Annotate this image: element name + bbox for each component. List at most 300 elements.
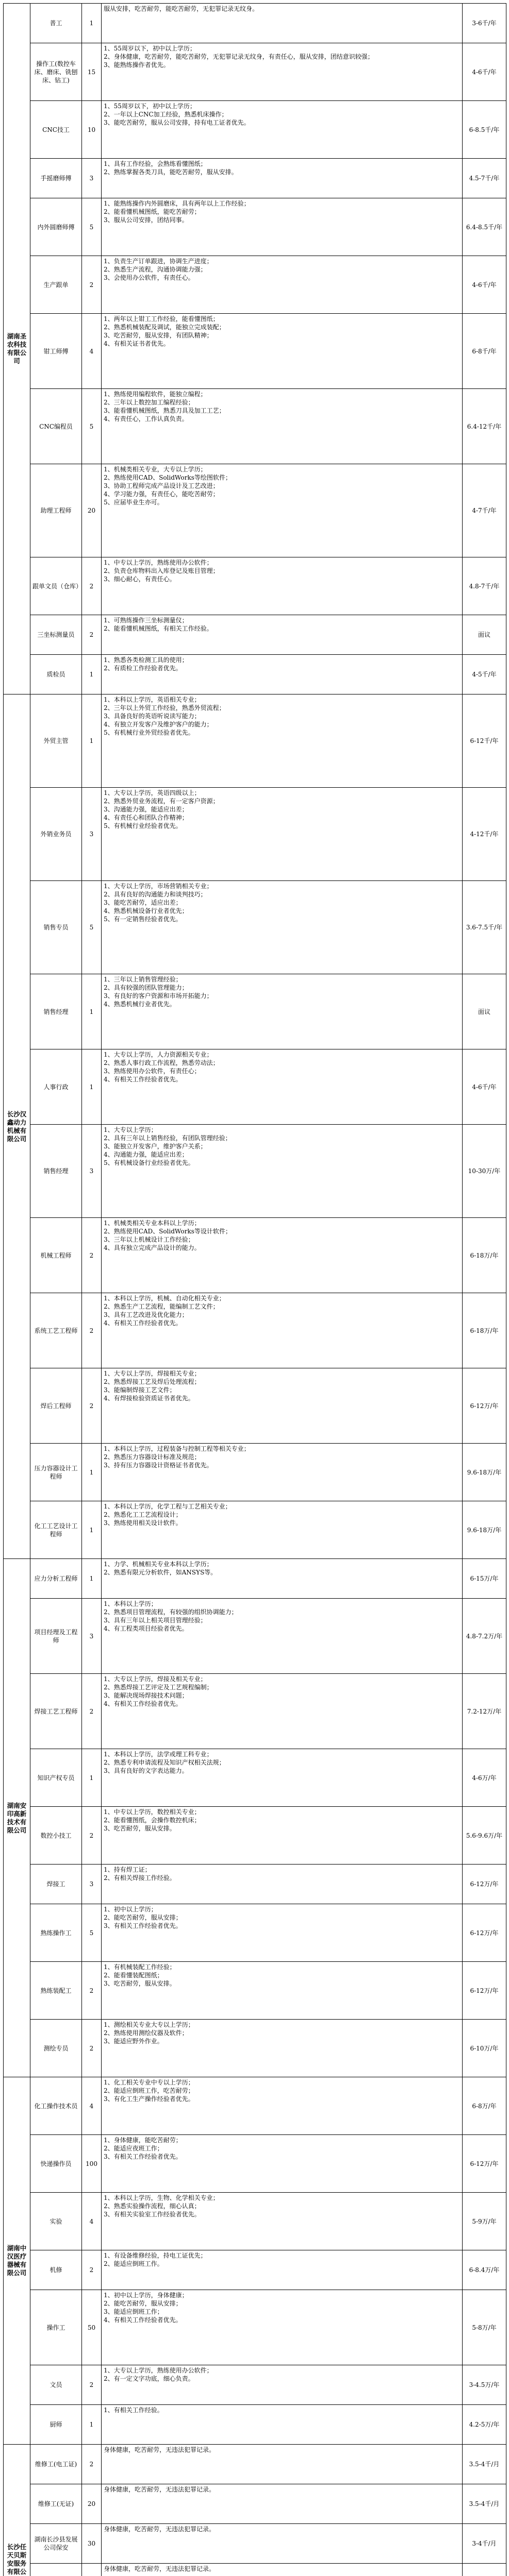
job-row — [4, 1444, 506, 1501]
job-title: 外销业务员 — [30, 788, 82, 881]
requirement-line: 5、有机械行业经验者优先。 — [104, 822, 182, 829]
requirement-line: 3、沟通能力强，能适应出差； — [104, 806, 188, 813]
requirement-line: 5、有机械行业外贸经验者优先。 — [104, 729, 194, 736]
requirement-line: 2、熟练使用CAD、SolidWorks等设计软件； — [104, 1228, 232, 1235]
requirement-line: 3、能解决现场焊接技术问题； — [104, 1692, 188, 1699]
requirement-line: 4、有相关证书者优先。 — [104, 340, 170, 347]
job-headcount: 3 — [82, 1865, 102, 1904]
requirement-line: 2、熟练掌握各类刀具，能吃苦耐劳，服从安排。 — [104, 168, 238, 176]
job-salary: 3-4.5万/年 — [463, 2365, 506, 2405]
job-salary: 5-8万/年 — [463, 2290, 506, 2365]
job-requirements — [102, 2365, 463, 2405]
job-row — [4, 788, 506, 881]
job-salary: 6-8.5千/年 — [463, 101, 506, 159]
job-row — [4, 2193, 506, 2250]
requirement-line: 2、三年以上外贸工作经验，熟悉外贸流程； — [104, 704, 225, 711]
requirement-line: 3、熟练使用相关设计软件。 — [104, 1519, 182, 1527]
company-name: 湖南安印高新技术有限公司 — [4, 1559, 30, 2077]
job-requirements — [102, 2077, 463, 2135]
job-headcount: 2 — [82, 1674, 102, 1749]
requirement-line: 2、熟悉机械装配及调试，能独立完成装配； — [104, 324, 225, 331]
job-salary: 6-8.4万/年 — [463, 2250, 506, 2290]
requirement-line: 1、本科以上学历，法学或理工科专业； — [104, 1751, 213, 1758]
job-requirements — [102, 464, 463, 557]
job-salary: 6-12万/年 — [463, 1962, 506, 2020]
job-salary: 6-8万/年 — [463, 2077, 506, 2135]
job-title: 系统工艺工程师 — [30, 1293, 82, 1368]
company-name: 长沙汉鑫动力机械有限公司 — [4, 694, 30, 1559]
job-title: 熟练操作工 — [30, 1904, 82, 1962]
requirement-line: 身体健康，吃苦耐劳，无违法犯罪记录。 — [104, 2446, 216, 2453]
requirement-line: 身体健康，吃苦耐劳，无违法犯罪记录。 — [104, 2526, 216, 2533]
job-salary: 6-10万/年 — [463, 2020, 506, 2077]
job-row — [4, 2564, 506, 2576]
job-title: 实验 — [30, 2193, 82, 2250]
job-title: 熟练装配工 — [30, 1962, 82, 2020]
job-row — [4, 1904, 506, 1962]
requirement-line: 3、吃苦耐劳，服从安排。 — [104, 1980, 176, 1987]
job-headcount: 15 — [82, 43, 102, 101]
job-title: 机械工程师 — [30, 1218, 82, 1293]
job-requirements — [102, 2484, 463, 2524]
job-headcount: 1 — [82, 974, 102, 1049]
requirement-line: 2、熟悉有限元分析软件，如ANSYS等。 — [104, 1569, 217, 1576]
requirement-line: 2、负责仓库物料出入库登记及账目管理； — [104, 567, 219, 574]
job-requirements — [102, 1962, 463, 2020]
requirement-line: 身体健康，吃苦耐劳，无违法犯罪记录。 — [104, 2486, 216, 2493]
job-salary: 3.6-7.5千/年 — [463, 881, 506, 974]
job-title: 销售专员 — [30, 881, 82, 974]
requirement-line: 2、熟悉生产流程，沟通协调能力强； — [104, 266, 207, 273]
requirement-line: 2、熟练使用测绘仪器及软件； — [104, 2029, 188, 2037]
requirement-line: 1、大专以上学历，市场营销相关专业； — [104, 883, 213, 890]
job-title: 化工工艺设计工程师 — [30, 1501, 82, 1559]
requirement-line: 4、学习能力强，有责任心，能吃苦耐劳； — [104, 490, 219, 498]
job-salary: 3-6千/年 — [463, 4, 506, 43]
job-title: 跟单文员（仓库） — [30, 557, 82, 615]
job-row — [4, 1501, 506, 1559]
job-table-body — [4, 4, 506, 2576]
job-requirements — [102, 314, 463, 389]
job-row — [4, 1368, 506, 1444]
requirement-line: 1、大专以上学历，英语四级以上； — [104, 789, 201, 796]
job-requirements — [102, 256, 463, 314]
job-salary: 4-12千/年 — [463, 788, 506, 881]
requirement-line: 4、有独立开发客户及维护客户的能力； — [104, 721, 213, 728]
company-name: 长沙任天贝斯安服务有限公 — [4, 2445, 30, 2576]
job-row — [4, 881, 506, 974]
requirement-line: 1、55周岁以下，初中以上学历； — [104, 103, 196, 110]
job-headcount: 10 — [82, 101, 102, 159]
job-headcount: 2 — [82, 1368, 102, 1444]
job-row — [4, 615, 506, 655]
requirement-line: 3、能编制焊接工艺文件； — [104, 1386, 176, 1394]
requirement-line: 2、熟悉外贸业务流程，有一定客户资源； — [104, 798, 219, 805]
requirement-line: 2、熟悉专利申请流程及知识产权相关法规； — [104, 1759, 225, 1766]
requirement-line: 1、大专以上学历，人力资源相关专业； — [104, 1051, 213, 1058]
requirement-line: 1、初中以上学历，身体健康； — [104, 2292, 188, 2299]
requirement-line: 1、本科以上学历，生物、化学相关专业； — [104, 2194, 219, 2201]
job-salary: 6-18万/年 — [463, 1218, 506, 1293]
job-headcount: 5 — [82, 1904, 102, 1962]
job-row — [4, 1807, 506, 1865]
requirement-line: 2、熟悉焊接工艺及焊后处理流程； — [104, 1378, 201, 1385]
job-headcount: 3 — [82, 788, 102, 881]
job-row — [4, 974, 506, 1049]
requirement-line: 1、大专以上学历，焊接相关专业； — [104, 1370, 201, 1377]
job-headcount: 2 — [82, 1807, 102, 1865]
requirement-line: 4、熟悉机械行业者优先。 — [104, 1001, 176, 1008]
requirement-line: 2、熟悉项目管理流程，有较强的组织协调能力； — [104, 1608, 238, 1616]
requirement-line: 1、初中以上学历； — [104, 1906, 157, 1913]
job-salary: 4.2-5万/年 — [463, 2405, 506, 2445]
requirement-line: 2、能适应夜班工作； — [104, 2145, 163, 2152]
job-salary: 5-9万/年 — [463, 2193, 506, 2250]
requirement-line: 5、有一定销售经验者优先。 — [104, 916, 182, 923]
job-requirements — [102, 1293, 463, 1368]
job-requirements — [102, 2564, 463, 2576]
requirement-line: 2、能看懂图纸，会操作数控机床； — [104, 1817, 201, 1824]
job-salary: 6-12万/年 — [463, 1904, 506, 1962]
job-title: 钳工师傅 — [30, 314, 82, 389]
job-title: 应力分析工程师 — [30, 1559, 82, 1599]
requirement-line: 1、55周岁以下，初中以上学历； — [104, 45, 196, 52]
requirement-line: 2、能看懂机械图纸，能吃苦耐劳； — [104, 208, 201, 215]
job-requirements — [102, 1807, 463, 1865]
job-headcount: 2 — [82, 1962, 102, 2020]
job-requirements — [102, 2135, 463, 2193]
requirement-line: 2、有一定文字功底，细心负责。 — [104, 2375, 194, 2382]
job-row — [4, 2365, 506, 2405]
job-title: CNC编程员 — [30, 389, 82, 464]
job-salary: 6.4-12千/年 — [463, 389, 506, 464]
requirement-line: 3、能熟练操作者优先。 — [104, 61, 170, 69]
job-row — [4, 256, 506, 314]
job-headcount: 30 — [82, 2524, 102, 2564]
requirement-line: 2、熟悉实验操作流程，细心认真； — [104, 2202, 201, 2210]
requirement-line: 1、机械类相关专业，大专以上学历； — [104, 466, 207, 473]
job-title: 化工操作技术员 — [30, 2077, 82, 2135]
company-name: 湖南中汉医疗器械有限公司 — [4, 2077, 30, 2445]
requirement-line: 4、有工程类项目经验者优先。 — [104, 1625, 188, 1632]
job-salary: 4-6万/年 — [463, 1749, 506, 1807]
requirement-line: 3、吃苦耐劳，服从安排，有团队精神； — [104, 332, 213, 339]
job-row — [4, 1962, 506, 2020]
job-headcount: 3 — [82, 1599, 102, 1674]
job-requirements — [102, 2524, 463, 2564]
requirement-line: 3、具备良好的英语听说读写能力； — [104, 713, 201, 720]
requirement-line: 4、有责任心，工作认真负责。 — [104, 415, 188, 422]
requirement-line: 2、熟悉生产工艺流程，能编制工艺文件； — [104, 1303, 219, 1310]
requirement-line: 1、有设备维修经验，持电工证优先； — [104, 2252, 207, 2259]
job-requirements — [102, 389, 463, 464]
requirement-line: 1、力学、机械相关专业本科以上学历； — [104, 1561, 213, 1568]
job-title: 机修 — [30, 2250, 82, 2290]
requirement-line: 3、持有压力容器设计资格证书者优先。 — [104, 1462, 213, 1469]
job-requirements — [102, 1218, 463, 1293]
job-requirements — [102, 1049, 463, 1125]
requirement-line: 1、本科以上学历，过程装备与控制工程等相关专业； — [104, 1445, 250, 1452]
job-salary: 面议 — [463, 974, 506, 1049]
requirement-line: 3、能吃苦耐劳，服从公司安排，持有电工证者优先。 — [104, 119, 250, 126]
job-salary — [463, 2564, 506, 2576]
job-headcount: 2 — [82, 256, 102, 314]
job-headcount: 1 — [82, 4, 102, 43]
job-headcount: 20 — [82, 2484, 102, 2524]
job-row — [4, 2524, 506, 2564]
job-row — [4, 1049, 506, 1125]
job-salary: 9.6-18万/年 — [463, 1501, 506, 1559]
job-row — [4, 389, 506, 464]
job-salary: 4.5-7千/年 — [463, 159, 506, 198]
requirement-line: 2、能看懂装配图纸； — [104, 1972, 163, 1979]
job-requirements — [102, 2250, 463, 2290]
job-headcount: 2 — [82, 2250, 102, 2290]
requirement-line: 2、身体健康，吃苦耐劳，能吃苦耐劳，无犯罪记录无纹身，有责任心，服从安排，团结意识较强； — [104, 53, 374, 60]
requirement-line: 3、能独立开发客户，维护客户关系； — [104, 1143, 207, 1150]
job-title: 三坐标测量员 — [30, 615, 82, 655]
job-table-sheet — [3, 3, 506, 2576]
job-requirements — [102, 2445, 463, 2484]
job-title: 测绘专员 — [30, 2020, 82, 2077]
job-headcount: 2 — [82, 2445, 102, 2484]
job-row — [4, 2405, 506, 2445]
job-salary: 4-5千/年 — [463, 655, 506, 694]
job-requirements — [102, 1501, 463, 1559]
job-salary: 4.8-7千/年 — [463, 557, 506, 615]
job-title: 项目经理及工程师 — [30, 1599, 82, 1674]
job-salary: 10-30万/年 — [463, 1125, 506, 1218]
requirement-line: 3、吃苦耐劳，服从安排。 — [104, 1825, 176, 1832]
requirement-line: 3、服从公司安排，团结同事。 — [104, 216, 188, 224]
requirement-line: 5、应届毕业生亦可。 — [104, 499, 163, 506]
job-requirements — [102, 1674, 463, 1749]
job-headcount — [82, 2564, 102, 2576]
requirement-line: 1、测绘相关专业大专以上学历； — [104, 2021, 194, 2028]
requirement-line: 2、具有较强的团队管理能力； — [104, 984, 188, 991]
requirement-line: 4、熟悉机械设备行业者优先； — [104, 907, 188, 914]
requirement-line: 1、具有工作经验，会熟练看懂图纸； — [104, 160, 207, 167]
requirement-line: 4、有责任心和团队合作精神； — [104, 814, 188, 821]
job-salary: 4-6千/年 — [463, 1049, 506, 1125]
job-row — [4, 655, 506, 694]
job-title: 手摇磨师傅 — [30, 159, 82, 198]
job-row — [4, 2077, 506, 2135]
job-title: 外贸主管 — [30, 694, 82, 788]
job-title: 质检员 — [30, 655, 82, 694]
requirement-line: 2、熟练使用CAD、SolidWorks等绘图软件； — [104, 474, 232, 481]
job-title: 压力容器设计工程师 — [30, 1444, 82, 1501]
job-headcount: 1 — [82, 1049, 102, 1125]
requirement-line: 3、有化工生产操作经验者优先。 — [104, 2095, 194, 2103]
job-title: 普工 — [30, 4, 82, 43]
requirement-line: 身体健康，吃苦耐劳，无违法犯罪记录。 — [104, 2565, 216, 2572]
requirement-line: 1、化工相关专业中专以上学历； — [104, 2079, 194, 2086]
job-row — [4, 1674, 506, 1749]
job-headcount: 3 — [82, 159, 102, 198]
job-row — [4, 1125, 506, 1218]
job-requirements — [102, 198, 463, 256]
job-row — [4, 1218, 506, 1293]
job-row — [4, 314, 506, 389]
job-title: 操作工(数控车床、磨床、铣刨床、钻工) — [30, 43, 82, 101]
job-headcount: 1 — [82, 694, 102, 788]
company-name: 湖南圣农科技有限公司 — [4, 4, 30, 694]
job-headcount: 2 — [82, 557, 102, 615]
requirement-line: 4、有相关工作经验者优先。 — [104, 1319, 182, 1327]
job-requirements — [102, 1444, 463, 1501]
job-title: 焊接工艺工程师 — [30, 1674, 82, 1749]
job-requirements — [102, 2193, 463, 2250]
requirement-line: 3、具有三年以上相关项目管理经验； — [104, 1617, 207, 1624]
job-title: 生产跟单 — [30, 256, 82, 314]
job-row — [4, 2020, 506, 2077]
job-row — [4, 1865, 506, 1904]
job-title: 快递操作员 — [30, 2135, 82, 2193]
requirement-line: 3、有相关工作经验者优先。 — [104, 2153, 182, 2160]
requirement-line: 2、有相关焊接工作经验。 — [104, 1874, 176, 1882]
job-headcount: 2 — [82, 615, 102, 655]
job-requirements — [102, 1368, 463, 1444]
requirement-line: 5、有机械设备行业经验者优先。 — [104, 1159, 194, 1166]
job-headcount: 2 — [82, 1218, 102, 1293]
requirement-line: 4、具有独立完成产品设计的能力。 — [104, 1244, 201, 1251]
job-salary: 9.6-18万/年 — [463, 1444, 506, 1501]
requirement-line: 1、本科以上学历，化学工程与工艺相关专业； — [104, 1503, 232, 1510]
job-row — [4, 2445, 506, 2484]
job-requirements — [102, 881, 463, 974]
requirement-line: 1、中专以上学历，数控相关专业； — [104, 1808, 201, 1816]
job-title: 销售经理 — [30, 974, 82, 1049]
job-headcount: 2 — [82, 1293, 102, 1368]
requirement-line: 1、熟练使用编程软件，能独立编程； — [104, 391, 207, 398]
job-title: CNC技工 — [30, 101, 82, 159]
requirement-line: 1、机械类相关专业本科以上学历； — [104, 1219, 201, 1227]
job-salary: 4-6千/年 — [463, 43, 506, 101]
job-headcount: 4 — [82, 2193, 102, 2250]
requirement-line: 4、沟通能力强，能适应出差； — [104, 1151, 188, 1158]
requirement-line: 3、能适应倒班工作； — [104, 2308, 163, 2315]
job-headcount: 1 — [82, 1444, 102, 1501]
job-headcount: 4 — [82, 2077, 102, 2135]
requirement-line: 4、有焊接检验资质证书者优先。 — [104, 1395, 194, 1402]
job-title: 数控小技工 — [30, 1807, 82, 1865]
job-salary: 3-4千/月 — [463, 2524, 506, 2564]
job-requirements — [102, 2405, 463, 2445]
job-salary: 4-7千/年 — [463, 464, 506, 557]
requirement-line: 3、协助工程师完成产品设计及工艺改进； — [104, 482, 219, 489]
requirement-line: 2、一年以上CNC加工经验，熟悉机床操作； — [104, 111, 228, 118]
requirement-line: 2、能吃苦耐劳，服从安排； — [104, 2300, 182, 2307]
job-headcount: 5 — [82, 389, 102, 464]
job-requirements — [102, 1559, 463, 1599]
requirement-line: 1、有相关工作经验。 — [104, 2406, 163, 2414]
job-row — [4, 43, 506, 101]
job-requirements — [102, 1599, 463, 1674]
requirement-line: 1、可熟练操作三坐标测量仪； — [104, 617, 188, 624]
requirement-line: 3、有相关工作经验者优先。 — [104, 1922, 182, 1929]
requirement-line: 3、能吃苦耐劳，适应出差； — [104, 899, 182, 906]
job-requirements — [102, 615, 463, 655]
requirement-line: 1、中专以上学历，熟练使用办公软件； — [104, 559, 213, 566]
job-title: 内外圆磨师傅 — [30, 198, 82, 256]
job-headcount: 4 — [82, 314, 102, 389]
job-headcount: 1 — [82, 2405, 102, 2445]
job-headcount: 5 — [82, 198, 102, 256]
job-title: 维修工(电工证) — [30, 2445, 82, 2484]
job-headcount: 20 — [82, 464, 102, 557]
job-salary: 6-18万/年 — [463, 1293, 506, 1368]
job-salary: 6-8千/年 — [463, 314, 506, 389]
job-title: 操作工 — [30, 2290, 82, 2365]
job-requirements — [102, 4, 463, 43]
requirement-line: 1、身体健康，能吃苦耐劳； — [104, 2137, 182, 2144]
job-headcount: 1 — [82, 1501, 102, 1559]
job-title: 人事行政 — [30, 1049, 82, 1125]
job-salary: 6-12千/年 — [463, 694, 506, 788]
requirement-line: 1、大专以上学历，熟练使用办公软件； — [104, 2367, 213, 2374]
job-requirements — [102, 694, 463, 788]
requirement-line: 1、本科以上学历，机械、自动化相关专业； — [104, 1295, 225, 1302]
requirement-line: 1、本科以上学历，英语相关专业； — [104, 696, 201, 703]
job-headcount: 5 — [82, 881, 102, 974]
requirement-line: 1、大专以上学历； — [104, 1126, 157, 1133]
job-title: 湖南长沙县发展公司保安 — [30, 2524, 82, 2564]
requirement-line: 4、有相关工作经验者优先。 — [104, 2316, 182, 2324]
job-salary: 6-12万/年 — [463, 2135, 506, 2193]
job-headcount: 2 — [82, 2365, 102, 2405]
requirement-line: 2、具有三年以上销售经验，有团队管理经验； — [104, 1134, 232, 1142]
job-table — [3, 3, 506, 2576]
job-requirements — [102, 974, 463, 1049]
requirement-line: 1、三年以上销售管理经验； — [104, 976, 182, 983]
job-salary: 3.5-4千/月 — [463, 2445, 506, 2484]
job-row — [4, 101, 506, 159]
job-requirements — [102, 101, 463, 159]
job-salary: 7.2-12万/年 — [463, 1674, 506, 1749]
requirement-line: 2、能吃苦耐劳，服从安排； — [104, 1914, 182, 1921]
job-title: 厨师 — [30, 2405, 82, 2445]
job-row — [4, 1293, 506, 1368]
job-requirements — [102, 2020, 463, 2077]
job-row — [4, 694, 506, 788]
job-salary: 面议 — [463, 615, 506, 655]
job-row — [4, 2250, 506, 2290]
job-requirements — [102, 2290, 463, 2365]
job-row — [4, 2484, 506, 2524]
requirement-line: 服从安排，吃苦耐劳，能吃苦耐劳，无犯罪记录无纹身。 — [104, 5, 259, 12]
job-row — [4, 557, 506, 615]
requirement-line: 1、有机械装配工作经验； — [104, 1963, 176, 1971]
requirement-line: 3、有良好的客户资源和市场开拓能力； — [104, 992, 213, 999]
requirement-line: 2、熟悉人事行政工作流程，熟悉劳动法； — [104, 1059, 219, 1066]
requirement-line: 4、有相关工作经验者优先。 — [104, 1700, 182, 1707]
requirement-line: 1、能熟练操作内外圆磨床，具有两年以上工作经验； — [104, 200, 250, 207]
job-requirements — [102, 1125, 463, 1218]
job-requirements — [102, 159, 463, 198]
job-requirements — [102, 1865, 463, 1904]
job-requirements — [102, 1904, 463, 1962]
job-row — [4, 2290, 506, 2365]
job-salary: 3.5-4千/月 — [463, 2484, 506, 2524]
job-requirements — [102, 655, 463, 694]
requirement-line: 2、能看懂机械图纸，有相关工作经验。 — [104, 625, 213, 632]
job-headcount: 100 — [82, 2135, 102, 2193]
job-headcount: 1 — [82, 1559, 102, 1599]
job-salary: 4.8-7.2万/年 — [463, 1599, 506, 1674]
job-row — [4, 1599, 506, 1674]
requirement-line: 3、能看懂机械图纸，熟悉刀具及加工工艺； — [104, 407, 225, 414]
